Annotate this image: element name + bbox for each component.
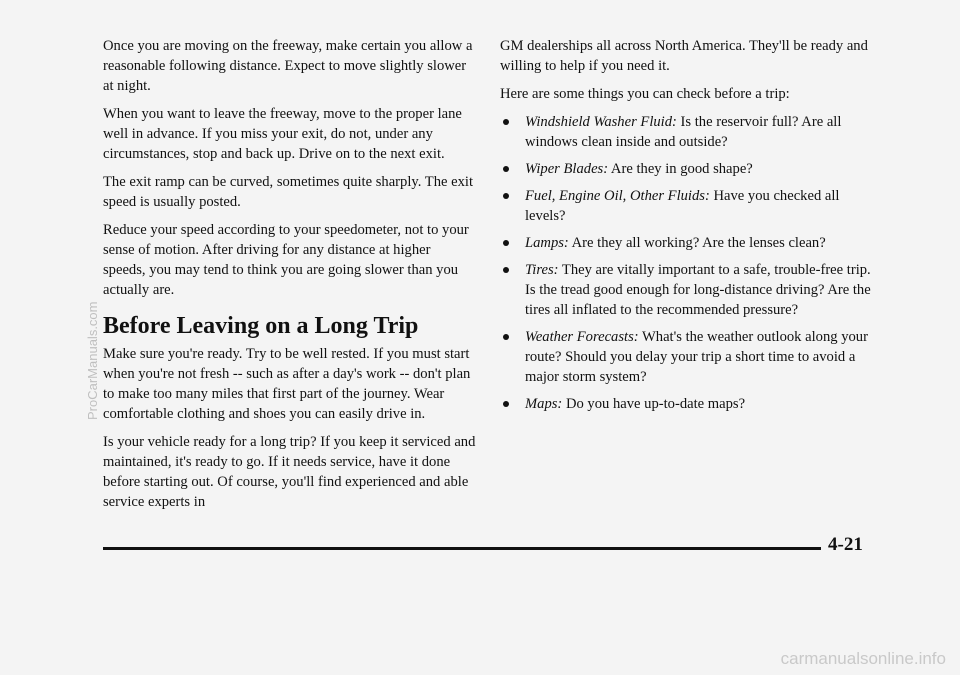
list-item — [500, 327, 880, 387]
item-title: Tires: — [525, 262, 559, 278]
item-title: Weather Forecasts: — [525, 329, 639, 345]
item-text: Do you have up-to-date maps? — [562, 396, 746, 412]
item-text: Is the reservoir full? Are all windows clean inside and outside? — [525, 114, 842, 150]
site-footer-link[interactable]: carmanualsonline.info — [780, 649, 946, 668]
left-column — [103, 36, 476, 520]
item-text: Are they in good shape? — [608, 161, 753, 177]
bullet-icon — [503, 334, 509, 340]
bullet-icon — [503, 193, 509, 199]
item-title: Fuel, Engine Oil, Other Fluids: — [525, 188, 710, 204]
item-title: Windshield Washer Fluid: — [525, 114, 677, 130]
bullet-icon — [503, 119, 509, 125]
item-text: Have you checked all levels? — [525, 188, 840, 224]
item-text: What's the weather outlook along your route? Should you delay your trip a short time to avoid a major storm system? — [525, 329, 868, 385]
list-item — [500, 112, 880, 152]
paragraph-dealerships: GM dealerships all across North America. They'll be ready and willing to help if you need it. — [500, 38, 868, 74]
paragraph-leaving-freeway: When you want to leave the freeway, move to the proper lane well in advance. If you miss your exit, do not, under any circumstances, stop and back up. Drive on to the next exit. — [103, 106, 462, 162]
item-text: Are they all working? Are the lenses clean? — [568, 235, 826, 251]
paragraph-following-distance: Once you are moving on the freeway, make certain you allow a reasonable following distance. Expect to move slightly slower at night. — [103, 38, 473, 94]
footer-rule — [103, 547, 821, 550]
list-item — [500, 159, 880, 179]
paragraph-be-ready: Make sure you're ready. Try to be well rested. If you must start when you're not fresh -- such as after a day's work -- don't plan to make too many miles that first part of the journey. Wear comfortable clothing and shoes you can easily drive in. — [103, 346, 471, 422]
item-text: They are vitally important to a safe, trouble-free trip. Is the tread good enough for long-distance driving? Are the tires all inflated to the recommended pressure? — [525, 262, 871, 318]
list-item — [500, 394, 880, 414]
section-heading: Before Leaving on a Long Trip — [103, 313, 419, 339]
item-title: Maps: — [525, 396, 563, 412]
paragraph-vehicle-ready: Is your vehicle ready for a long trip? If you keep it serviced and maintained, it's ready to go. If it needs service, have it done before starting out. Of course, you'll find experienced and able service experts in — [103, 434, 476, 510]
paragraph-exit-ramp: The exit ramp can be curved, sometimes quite sharply. The exit speed is usually posted. — [103, 174, 473, 210]
trip-checklist — [500, 112, 880, 414]
list-item — [500, 186, 880, 226]
right-column — [500, 36, 880, 421]
bullet-icon — [503, 240, 509, 246]
list-item — [500, 233, 880, 253]
bullet-icon — [503, 166, 509, 172]
list-item — [500, 260, 880, 320]
page-number: 4-21 — [828, 534, 863, 555]
item-title: Lamps: — [525, 235, 569, 251]
paragraph-reduce-speed: Reduce your speed according to your speedometer, not to your sense of motion. After driving for any distance at higher speeds, you may tend to think you are going slower than you actually are. — [103, 222, 469, 298]
item-title: Wiper Blades: — [525, 161, 609, 177]
paragraph-checklist-lead: Here are some things you can check before a trip: — [500, 86, 790, 102]
bullet-icon — [503, 401, 509, 407]
watermark-text: ProCarManuals.com — [85, 301, 100, 420]
bullet-icon — [503, 267, 509, 273]
